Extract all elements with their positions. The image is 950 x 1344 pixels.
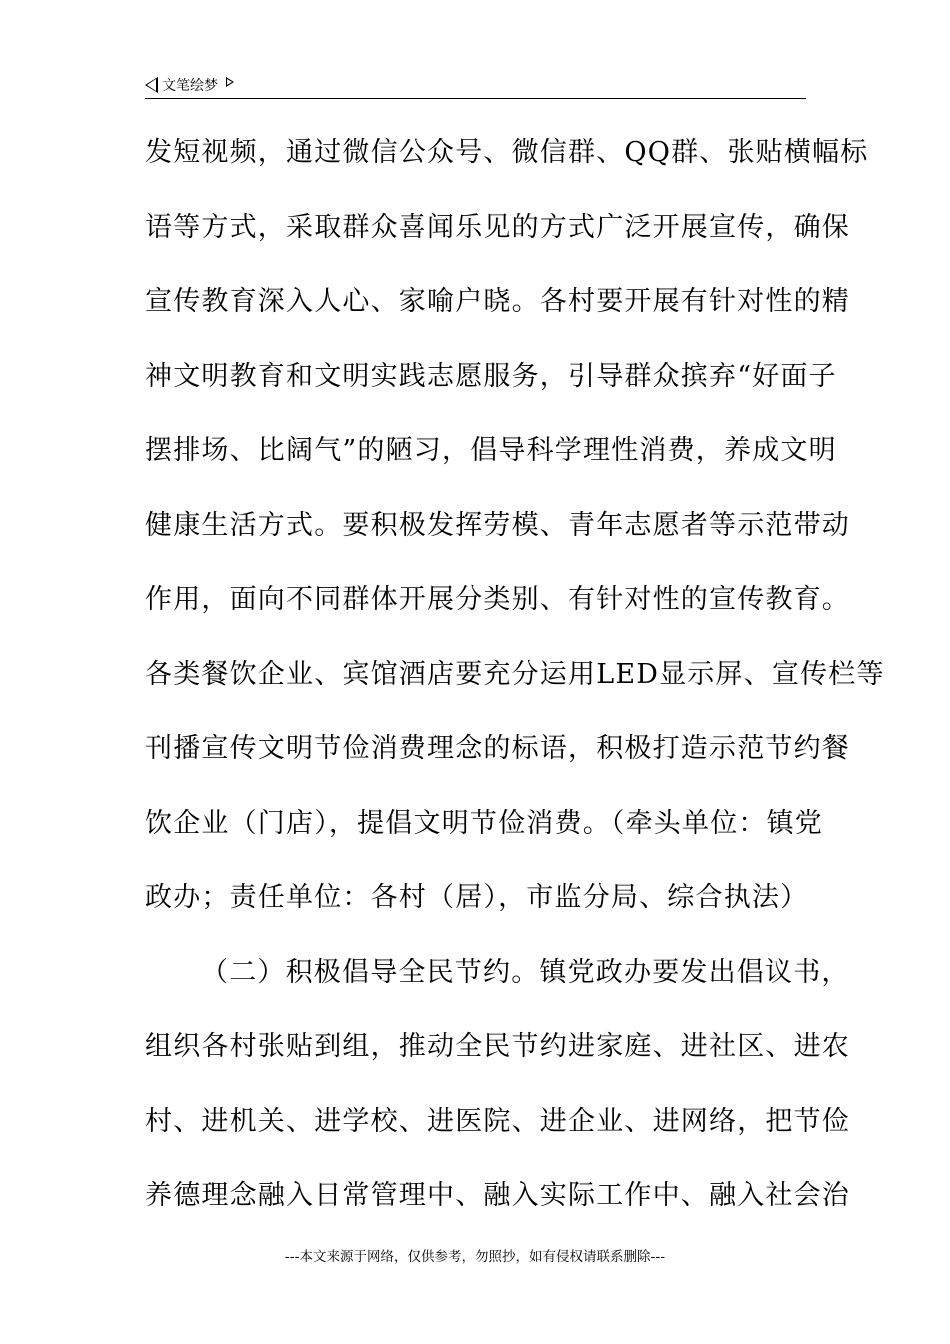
section-heading-line: （二）积极倡导全民节约。镇党政办要发出倡议书， — [201, 956, 850, 988]
text-line: 语等方式，采取群众喜闻乐见的方式广泛开展宣传，确保 — [145, 211, 850, 243]
triangle-right-icon — [226, 77, 234, 87]
document-body — [145, 128, 885, 1246]
text-line: 各类餐饮企业、宾馆酒店要充分运用LED显示屏、宣传栏等 — [145, 658, 885, 690]
header-divider — [145, 98, 806, 99]
text-line: 村、进机关、进学校、进医院、进企业、进网络，把节俭 — [145, 1105, 850, 1137]
page-header — [145, 72, 234, 98]
text-line: 养德理念融入日常管理中、融入实际工作中、融入社会治 — [145, 1180, 850, 1211]
header-title: 文笔绘梦 — [162, 78, 218, 94]
text-line: 政办；责任单位：各村（居），市监分局、综合执法） — [145, 882, 809, 913]
text-line: 摆排场、比阔气”的陋习，倡导科学理性消费，养成文明 — [145, 435, 837, 466]
text-line: 作用，面向不同群体开展分类别、有针对性的宣传教育。 — [145, 584, 850, 615]
text-line: 宣传教育深入人心、家喻户晓。各村要开展有针对性的精 — [145, 286, 850, 317]
triangle-left-icon — [145, 77, 158, 93]
text-line: 饮企业（门店），提倡文明节俭消费。（牵头单位：镇党 — [145, 807, 823, 839]
text-line: 组织各村张贴到组，推动全民节约进家庭、进社区、进农 — [145, 1031, 850, 1062]
text-line: 刊播宣传文明节俭消费理念的标语，积极打造示范节约餐 — [145, 733, 850, 764]
text-line: 发短视频，通过微信公众号、微信群、QQ群、张贴横幅标 — [145, 137, 869, 168]
footer-disclaimer: ---本文来源于网络，仅供参考，勿照抄，如有侵权请联系删除--- — [284, 1249, 666, 1265]
text-line: 神文明教育和文明实践志愿服务，引导群众摈弃“好面子 — [145, 360, 837, 392]
text-line: 健康生活方式。要积极发挥劳模、青年志愿者等示范带动 — [145, 509, 850, 541]
